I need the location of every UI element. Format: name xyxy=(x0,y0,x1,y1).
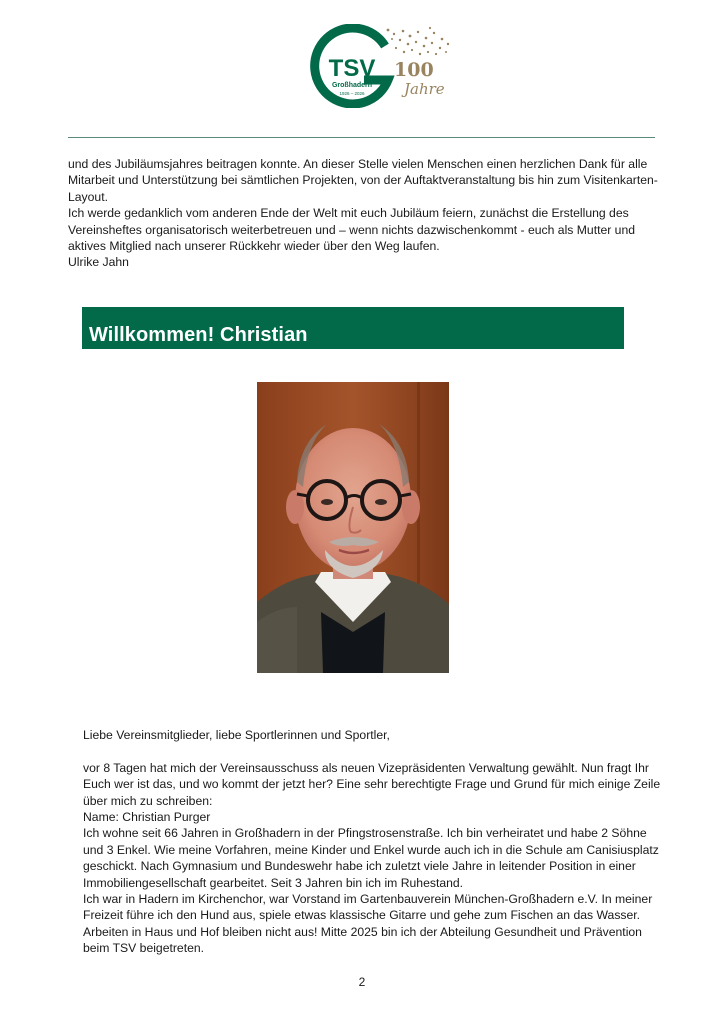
intro-signature: Ulrike Jahn xyxy=(68,255,129,270)
confetti-dots-icon xyxy=(387,27,450,55)
logo-100: 100 xyxy=(394,59,434,81)
tsv-100-years-logo-icon xyxy=(308,24,458,108)
section-title: Willkommen! Christian xyxy=(89,324,308,346)
header-divider xyxy=(68,137,655,138)
article-paragraph: Ich war in Hadern im Kirchenchor, war Vorstand im Gartenbauverein München-Großhadern e.V. In meiner Freizeit führe ich den Hund aus, spiele etwas klassische Gitarre und gehe zum Fischen an das Wasser. Arbeiten in Haus und Hof bleiben nicht aus! Mitte 2025 bin ich der Abteilung Gesundheit und Prävention beim TSV beigetreten. xyxy=(83,892,653,956)
portrait-image-icon xyxy=(257,382,449,673)
portrait-photo xyxy=(257,382,449,673)
logo-jahre: Jahre xyxy=(404,80,445,98)
tsv-logo xyxy=(308,24,458,108)
article-paragraph: Ich wohne seit 66 Jahren in Großhadern in der Pfingstrosenstraße. Ich bin verheiratet und habe 2 Söhne und 3 Enkel. Wie meine Vorfahren, meine Kinder und Enkel wurde auch ich in die Schule am Canisiusplatz geschickt. Nach Gymnasium und Bundeswehr habe ich zuletzt viele Jahre in leitender Position in einer Immobiliengesellschaft gearbeitet. Seit 3 Jahren bin ich im Ruhestand. xyxy=(83,826,659,890)
paragraph-spacer xyxy=(83,743,663,759)
article-name-line: Name: Christian Purger xyxy=(83,810,211,825)
intro-paragraph: und des Jubiläumsjahres beitragen konnte. An dieser Stelle vielen Menschen einen herzlichen Dank für alle Mitarbeit und Unterstützung bei sämtlichen Projekten, von der Auftaktveranstaltung bis hin zum Visitenkarten-Layout. xyxy=(68,157,658,204)
intro-text xyxy=(68,156,658,271)
logo-tsv-text: TSV xyxy=(328,55,376,82)
article-greeting: Liebe Vereinsmitglieder, liebe Sportlerinnen und Sportler, xyxy=(83,728,390,742)
intro-paragraph: Ich werde gedanklich vom anderen Ende der Welt mit euch Jubiläum feiern, zunächst die Erstellung des Vereinsheftes organisatorisch weiterbetreuen und – wenn nichts dazwischenkommt - euch als Mutter und aktives Mitglied nach unserer Rückkehr wieder über den Weg laufen. xyxy=(68,206,636,254)
article-paragraph: vor 8 Tagen hat mich der Vereinsausschuss als neuen Vizepräsidenten Verwaltung gewählt. Nun fragt Ihr Euch wer ist das, und wo kommt der jetzt her? Eine sehr berechtigte Frage und Grund für mich einige Zeile über mich zu schreiben: xyxy=(83,760,661,808)
page-number: 2 xyxy=(358,975,366,989)
article-body xyxy=(83,727,663,957)
section-banner xyxy=(82,307,624,349)
logo-club-name: Großhadern xyxy=(331,82,373,89)
logo-years: 1926 – 2026 xyxy=(339,91,365,96)
